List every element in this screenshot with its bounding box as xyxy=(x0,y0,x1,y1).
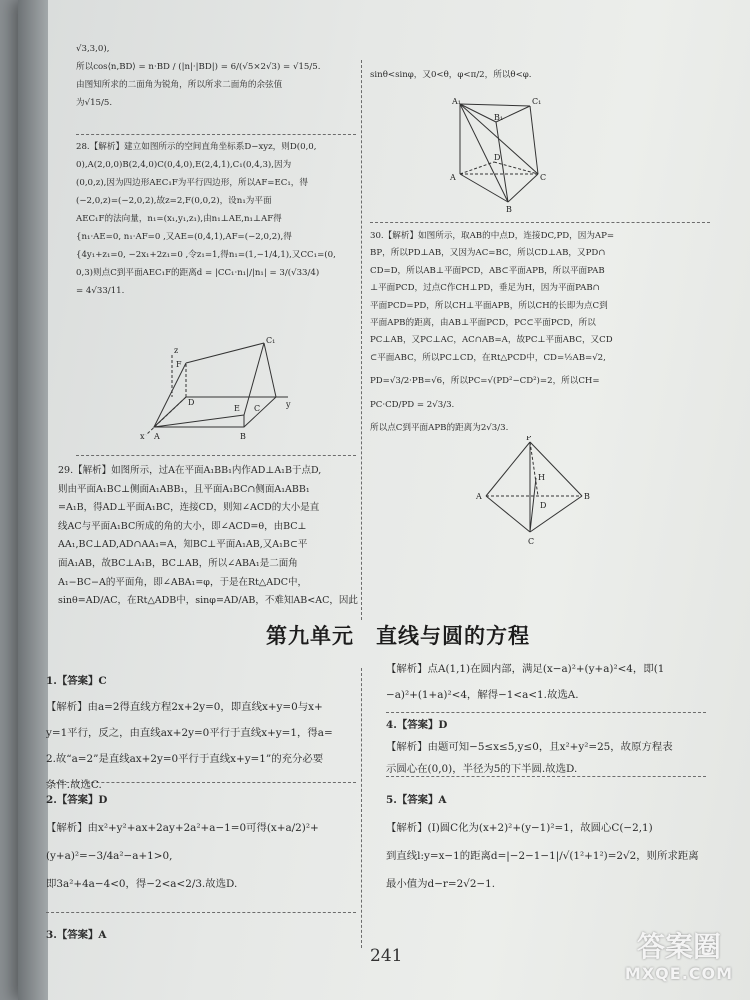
text-line: 0),A(2,0,0)B(2,4,0)C(0,4,0),E(2,4,1),C₁(0,4,3),因为 xyxy=(76,160,292,170)
fig-label: F xyxy=(176,360,182,369)
text-line: −a)²+(1+a)²<4，解得−1<a<1.故选A. xyxy=(386,689,579,701)
text-line: 所以点C到平面APB的距离为2√3/3. xyxy=(370,423,509,434)
answer-3 xyxy=(46,922,358,948)
figure-28-prism xyxy=(126,335,296,445)
text-line: (y+a)²=−3/4a²−a+1>0, xyxy=(46,850,173,862)
fig-label: D xyxy=(494,153,501,162)
answer-label: 4.【答案】D xyxy=(386,719,448,731)
fig-label: B₁ xyxy=(494,113,504,122)
answer-1 xyxy=(46,668,358,798)
answer-3-analysis xyxy=(386,656,716,708)
adjacent-page-edge xyxy=(18,0,48,1000)
fig-label: C₁ xyxy=(266,336,276,345)
text-line: 2.故“a=2”是直线ax+2y=0平行于直线x+y=1”的充分必要 xyxy=(46,753,324,765)
text-line: A₁−BC−A的平面角，即∠ABA₁=φ，于是在Rt△ADC中， xyxy=(58,576,307,588)
text-line: 28.【解析】建立如图所示的空间直角坐标系D−xyz，则D(0,0, xyxy=(76,142,317,152)
unit-heading: 第九单元 直线与圆的方程 xyxy=(266,623,530,648)
figure-29-prism xyxy=(438,92,568,214)
fig-label: x xyxy=(140,432,145,441)
text-line: 则由平面A₁BC⊥侧面A₁ABB₁，且平面A₁BC∩侧面A₁ABB₁ xyxy=(58,483,310,495)
text-line: ⊥平面PCD，过点C作CH⊥PD，垂足为H，因为平面PAB∩ xyxy=(370,283,600,294)
text-line: AA₁,BC⊥AD,AD∩AA₁=A，知BC⊥平面A₁AB,又A₁B⊂平 xyxy=(58,539,308,551)
fig-label: y xyxy=(286,400,291,409)
fig-label: B xyxy=(506,205,512,214)
text-line: 示圆心在(0,0)，半径为5的下半圆.故选D. xyxy=(386,763,578,775)
answer-label: 2.【答案】D xyxy=(46,794,108,806)
watermark-cn: 答案圈 xyxy=(636,930,721,963)
fig-label: H xyxy=(538,473,545,482)
fig-label: A xyxy=(476,492,482,501)
text-line: 面A₁AB，故BC⊥A₁B，BC⊥AB，所以∠ABA₁是二面角 xyxy=(58,557,298,569)
text-line: (0,0,z),因为四边形AEC₁F为平行四边形，所以AF=EC₁，得 xyxy=(76,178,308,188)
answer-4 xyxy=(386,714,716,780)
text-line: {n₁·AE=0, n₁·AF=0 ,又AE=(0,4,1),AF=(−2,0,2),得 xyxy=(76,232,292,242)
text-line: 【解析】点A(1,1)在圆内部，满足(x−a)²+(y+a)²<4，即(1 xyxy=(386,663,665,675)
text-line: BP，所以PD⊥AB，又因为AC=BC，所以CD⊥AB，又PD∩ xyxy=(370,248,606,259)
text-line: ⊂平面ABC，所以PC⊥CD，在Rt△PCD中，CD=½AB=√2, xyxy=(370,352,606,363)
fig-label: A₁ xyxy=(452,97,461,106)
document-page xyxy=(18,0,750,1000)
text-line: 【解析】(Ⅰ)圆C化为(x+2)²+(y−1)²=1，故圆心C(−2,1) xyxy=(386,822,653,834)
solution-29 xyxy=(58,462,358,611)
answer-label: 3.【答案】A xyxy=(46,929,107,941)
text-line: y=1平行，反之，由直线ax+2y=0平行于直线x+y=1，得a= xyxy=(46,727,333,739)
left-top-text xyxy=(76,40,358,112)
text-line: {4y₁+z₁=0, −2x₁+2z₁=0 ,令z₁=1,得n₁=(1,−1/4,1),又CC₁=(0, xyxy=(76,250,336,260)
figure-30-tetrahedron xyxy=(458,436,608,548)
text-line: = 4√33/11. xyxy=(76,286,125,296)
text-line: sinθ<sinφ，又0<θ，φ<π/2，所以θ<φ. xyxy=(370,70,532,80)
text-line: =A₁B，得AD⊥平面A₁BC，连接CD，则知∠ACD的大小是直 xyxy=(58,502,320,514)
text-line: √3,3,0), xyxy=(76,44,110,54)
fig-label: B xyxy=(584,492,590,501)
text-line: sinθ=AD/AC，在Rt△ADB中，sinφ=AD/AB，不难知AB<AC，因此 xyxy=(58,595,358,607)
page-number: 241 xyxy=(370,946,403,966)
separator-line xyxy=(370,222,710,223)
fig-label: A xyxy=(154,432,160,441)
text-line: 0,3)则点C到平面AEC₁F的距离d = |CC₁·n₁|/|n₁| = 3/(√33/4) xyxy=(76,268,320,278)
watermark-logo xyxy=(612,930,746,984)
answer-5 xyxy=(386,786,716,898)
text-line: 条件.故选C. xyxy=(46,779,102,791)
fig-label: C xyxy=(528,537,535,546)
separator-line xyxy=(386,712,706,713)
answer-label: 5.【答案】A xyxy=(386,794,447,806)
text-line: 29.【解析】如图所示，过A在平面A₁BB₁内作AD⊥A₁B于点D, xyxy=(58,465,322,476)
answer-label: 1.【答案】C xyxy=(46,675,107,687)
text-line: PD=√3/2·PB=√6，所以PC=√(PD²−CD²)=2，所以CH= xyxy=(370,376,600,387)
separator-line xyxy=(46,912,356,913)
watermark-en: MXQE.COM xyxy=(624,964,734,983)
text-line: 到直线l:y=x−1的距离d=|−2−1−1|/√(1²+1²)=2√2，则所求距离 xyxy=(386,850,699,862)
answer-2 xyxy=(46,786,358,898)
fig-label: z xyxy=(174,346,179,355)
text-line: 平面APB的距离，由AB⊥平面PCD，PC⊂平面PCD，所以 xyxy=(370,318,596,329)
text-line: AEC₁F的法向量，n₁=(x₁,y₁,z₁),由n₁⊥AE,n₁⊥AF得 xyxy=(76,214,282,224)
right-top-line xyxy=(370,66,710,84)
text-line: 【解析】由a=2得直线方程2x+2y=0，即直线x+y=0与x+ xyxy=(46,701,323,713)
solution-28 xyxy=(76,138,360,300)
text-line: 【解析】由x²+y²+ax+2ay+2a²+a−1=0可得(x+a/2)²+ xyxy=(46,822,319,834)
fig-label: C₁ xyxy=(532,97,542,106)
fig-label: D xyxy=(188,398,195,407)
text-line: 30.【解析】如图所示，取AB的中点D，连接DC,PD，因为AP= xyxy=(370,231,615,241)
text-line: 所以cos⟨n,BD⟩ = n·BD / (|n|·|BD|) = 6/(√5×2√3) = √15/5. xyxy=(76,62,321,72)
fig-label: E xyxy=(234,404,240,413)
fig-label: D xyxy=(540,501,547,510)
text-line: PC·CD/PD = 2√3/3. xyxy=(370,399,455,410)
text-line: CD=D，所以AB⊥平面PCD，AB⊂平面APB，所以平面PAB xyxy=(370,265,605,276)
text-line: 即3a²+4a−4<0，得−2<a<2/3.故选D. xyxy=(46,878,238,890)
text-line: 线AC与平面A₁BC所成的角的大小，即∠ACD=θ，由BC⊥ xyxy=(58,520,307,532)
text-line: 最小值为d−r=2√2−1. xyxy=(386,878,496,890)
text-line: 为√15/5. xyxy=(76,98,113,108)
text-line: PC⊥AB，又PC⊥AC，AC∩AB=A，故PC⊥平面ABC，又CD xyxy=(370,335,613,346)
separator-line xyxy=(76,455,356,456)
fig-label: C xyxy=(254,404,261,413)
text-line: 【解析】由题可知−5≤x≤5,y≤0，且x²+y²=25，故原方程表 xyxy=(386,741,673,753)
fig-label: C xyxy=(540,173,547,182)
solution-30 xyxy=(370,228,715,437)
fig-label: B xyxy=(240,432,246,441)
fig-label: A xyxy=(450,173,456,182)
text-line: (−2,0,z)=(−2,0,2),故z=2,F(0,0,2)，设n₁为平面 xyxy=(76,196,272,206)
text-line: 由图知所求的二面角为锐角，所以所求二面角的余弦值 xyxy=(76,80,283,90)
column-divider-top xyxy=(361,60,362,620)
fig-label: P xyxy=(526,436,532,442)
text-line: 平面PCD=PD，所以CH⊥平面APB，所以CH的长即为点C到 xyxy=(370,300,608,311)
column-divider-bottom xyxy=(361,668,362,948)
separator-line xyxy=(76,134,356,135)
